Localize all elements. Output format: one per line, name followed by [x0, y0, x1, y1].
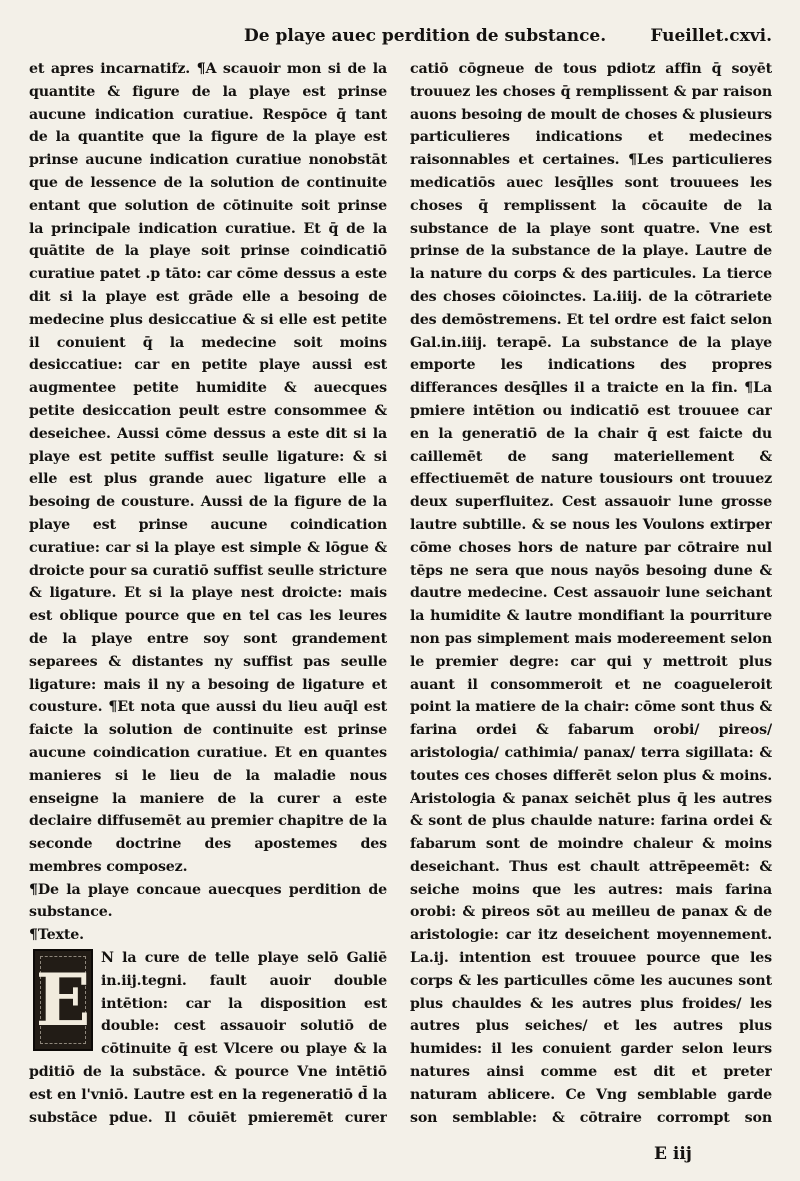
initial-paragraph-block [29, 947, 387, 1128]
running-title: De playe auec perdition de substance. [244, 26, 607, 46]
texte-label: ¶Texte. [29, 927, 84, 944]
body-paragraph: catiō cōgneue de tous pdiotz affin q̄ soyēt trouuez les choses q̄ remplissent & par raison auons besoing de moult de choses & plusieurs particulieres indications et medecines raisonnables et certaines. ¶Les particulieres medicatiōs auec lesq̄lles sont trouuees les choses q̄ remplissent la cōcauite de la substance de la playe sont quatre. Vne est prinse de la substance de la playe. Lautre de la nature du corps & des particules. La tierce des choses cōioinctes. La.iiij. de la cōtrariete des demōstremens. Et tel ordre est faict selon Gal.in.iiij. terapē. La substance de la playe emporte les indications des propres differances desq̄lles il a traicte en la fin. ¶La pmiere intētion ou indicatiō est trouuee car en la generatiō de la chair q̄ est faicte du caillemēt de sang materiellement & effectiuemēt de nature tousiours ont trouuez deux superfluitez. Cest assauoir lune grosse lautre subtille. & se nous les Voulons extirper cōme choses hors de nature par cōtraire nul tēps ne sera que nous nayōs besoing dune & dautre medecine. Cest assauoir lune seichant la humidite & lautre mondifiant la pourriture non pas simplement mais modereement selon le premier degre: car qui y mettroit plus auant il consommeroit et ne coagueleroit point la matiere de la chair: cōme sont thus & farina ordei & fabarum orobi/ pireos/ aristologia/ cathimia/ panax/ terra sigillata: & toutes ces choses differēt selon plus & moins. Aristologia & panax seichēt plus q̄ les autres & sont de plus chaulde nature: farina ordei & fabarum sont de moindre chaleur & moins deseichant. Thus est chault attrēpeemēt: & seiche moins que les autres: mais farina orobi: & pireos sōt au meilleu de panax & de aristologie: car itz deseichent moyennement. La.ij. intention est trouuee pource que les corps & les particulles cōme les aucunes sont plus chauldes & les autres plus froides/ les autres plus seiches/ et les autres plus humides: il les conuient garder selon leurs natures ainsi comme est dit et preter naturam ablicere. Ce Vng semblable garde son semblable: & cōtraire corrompt son [410, 61, 772, 1126]
signature-mark: E iij [654, 1144, 692, 1164]
left-column [29, 58, 387, 1128]
body-paragraph: et apres incarnatifz. ¶A scauoir mon si de la quantite & figure de la playe est prinse aucune indication curatiue. Respōce q̄ tant de la quantite que la figure de la playe est prinse aucune indication curatiue nonobstāt que de lessence de la solution de continuite entant que solution de cōtinuite soit prinse la principale indication curatiue. Et q̄ de la quātite de la playe soit prinse coindicatiō curatiue patet .p tāto: car cōme dessus a este dit si la playe est grāde elle a besoing de medecine plus desiccatiue & si elle est petite il conuient q̄ la medecine soit moins desiccatiue: car en petite playe aussi est augmentee petite humidite & auecques petite desiccation peult estre consommee & deseichee. Aussi cōme dessus a este dit si la playe est petite suffist seulle ligature: & si elle est plus grande auec ligature elle a besoing de cousture. Aussi de la figure de la playe est prinse aucune coindication curatiue: car si la playe est simple & lōgue & droicte pour sa curatiō suffist seulle stricture & ligature. Et si la playe nest droicte: mais est oblique pource que en tel cas les leures de la playe entre soy sont grandement separees & distantes ny suffist pas seulle ligature: mais il ny a besoing de ligature et cousture. ¶Et nota que aussi du lieu auq̄l est faicte la solution de continuite est prinse aucune coindication curatiue. Et en quantes manieres si le lieu de la maladie nous enseigne la maniere de la curer a este declaire diffusemēt au premier chapitre de la seconde doctrine des apostemes des membres composez. [29, 61, 387, 875]
body-paragraph: N la cure de telle playe selō Galiē in.iij.tegni. fault auoir double intētion: car la disposition est double: cest assauoir solutiō de cōtinuite q̄ est Vlcere ou playe & la pditiō de la substāce. & pource Vne intētiō est en l'vniō. Lautre est en la regeneratiō d̄ la substāce pdue. Il cōuiēt pmieremēt curer [29, 950, 387, 1126]
folio-number: Fueillet.cxvi. [650, 26, 772, 46]
section-heading: ¶De la playe concaue auecques perdition de substance. [29, 881, 387, 921]
page-header [230, 26, 790, 56]
initial-letter: E [35, 957, 91, 1043]
right-column [410, 58, 772, 1128]
decorated-initial [33, 949, 93, 1051]
